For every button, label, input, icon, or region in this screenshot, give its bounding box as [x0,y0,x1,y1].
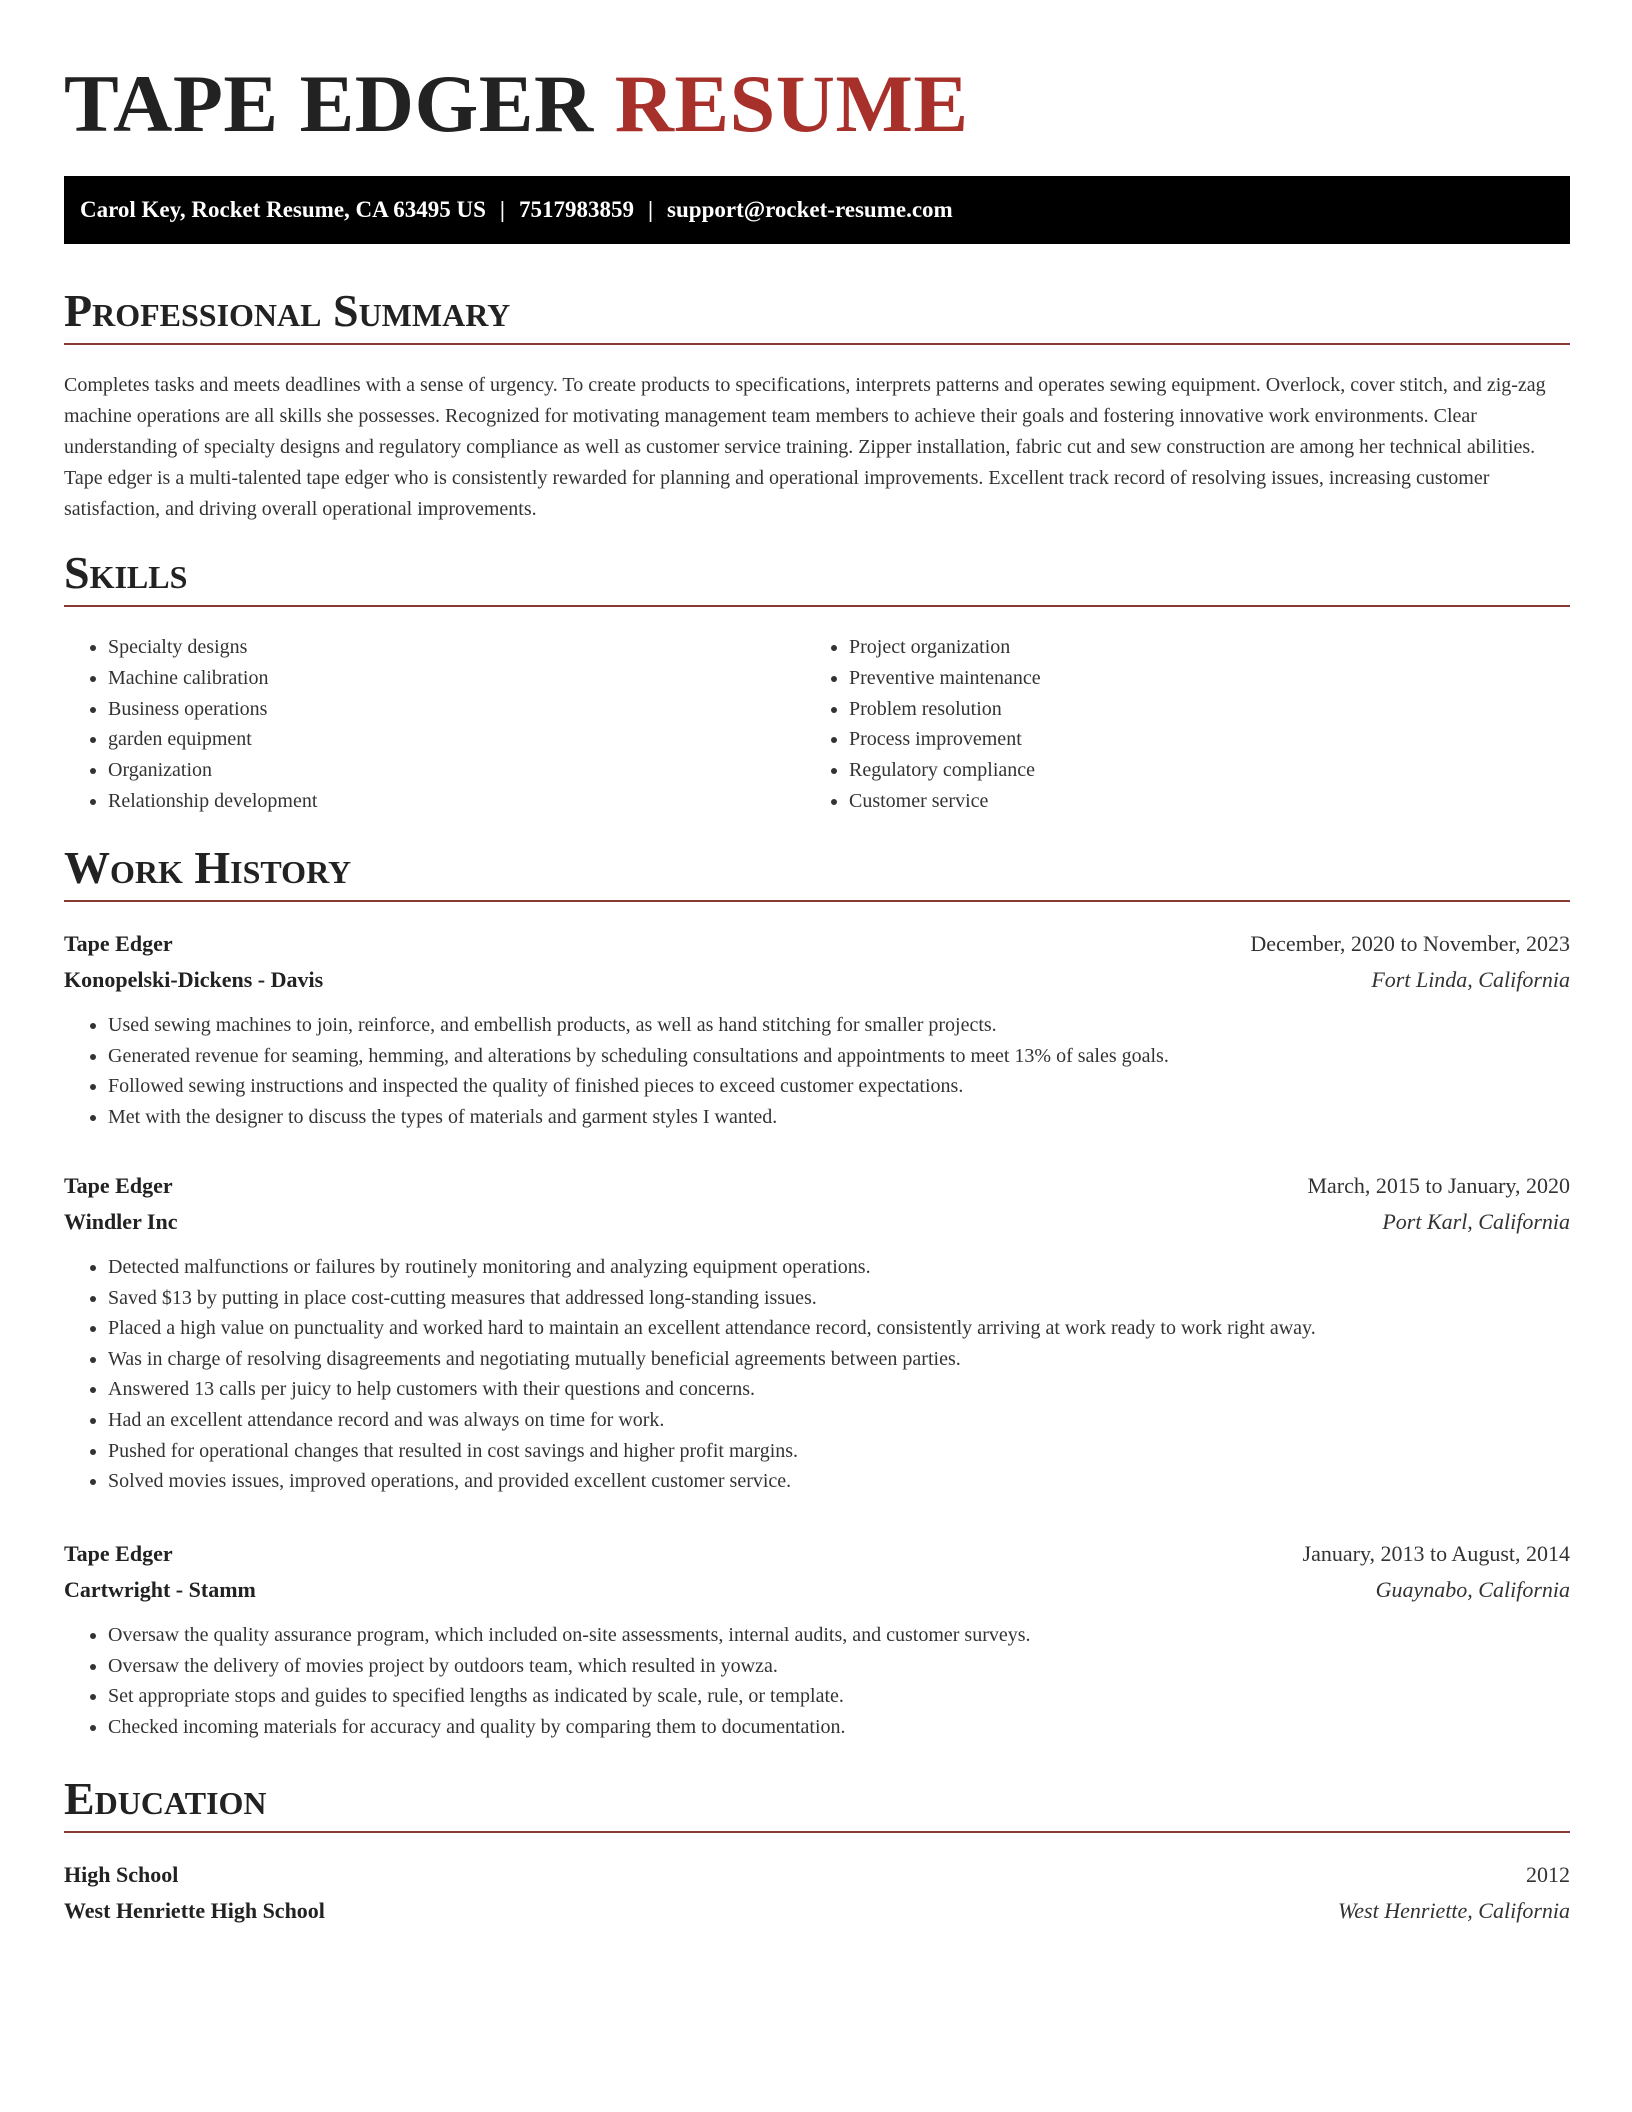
summary-text: Completes tasks and meets deadlines with a sense of urgency. To create products to specifications, interprets patterns and operates sewing equipment. Overlock, cover stitch, and zig-zag machine operations are all skills she possesses. Recognized for motivating management team members to achieve their goals and fostering innovative work environments. Clear understanding of specialty designs and regulatory compliance as well as customer service training. Zipper installation, fabric cut and sew construction are among her technical abilities. Tape edger is a multi-talented tape edger who is consistently rewarded for planning and operational improvements. Excellent track record of resolving issues, increasing customer satisfaction, and driving overall operational improvements. [64,374,1546,520]
job-entry [64,926,1570,1132]
skill-item: • garden equipment [108,724,805,755]
job-bullet: • Met with the designer to discuss the types of materials and garment styles I wanted. [108,1102,1570,1133]
job-bullet: • Generated revenue for seaming, hemming, and alterations by scheduling consultations and appointments to meet 13% of sales goals. [108,1041,1570,1072]
job-bullet: • Detected malfunctions or failures by routinely monitoring and analyzing equipment operations. [108,1252,1570,1283]
job-bullets [64,1252,1570,1497]
job-title: Tape Edger [64,1541,173,1566]
job-dates: December, 2020 to November, 2023 [1250,931,1570,956]
skill-item: • Preventive maintenance [849,663,1546,694]
job-bullet: • Used sewing machines to join, reinforce, and embellish products, as well as hand stitching for smaller projects. [108,1010,1570,1041]
job-bullet: • Set appropriate stops and guides to specified lengths as indicated by scale, rule, or template. [108,1681,1570,1712]
job-company: Cartwright - Stamm [64,1577,256,1602]
skill-item: • Business operations [108,694,805,725]
section-heading-summary: Professional Summary [64,285,1570,345]
contact-phone: 7517983859 [518,197,634,222]
skill-item: • Project organization [849,632,1546,663]
contact-address: Carol Key, Rocket Resume, CA 63495 US [80,197,486,222]
job-company: Konopelski-Dickens - Davis [64,967,324,992]
job-entry [64,1536,1570,1742]
skills-list [64,632,1570,817]
skill-item: • Problem resolution [849,694,1546,725]
section-heading-work-history: Work History [64,842,1570,902]
job-bullets [64,1620,1570,1742]
section-heading-education: Education [64,1773,1570,1833]
resume-title [64,58,969,150]
job-bullet: • Followed sewing instructions and inspected the quality of finished pieces to exceed customer expectations. [108,1071,1570,1102]
skill-item: • Specialty designs [108,632,805,663]
job-bullet: • Oversaw the delivery of movies project by outdoors team, which resulted in yowza. [108,1651,1570,1682]
job-entry [64,1168,1570,1497]
job-bullet: • Saved $13 by putting in place cost-cutting measures that addressed long-standing issues. [108,1283,1570,1314]
job-dates: January, 2013 to August, 2014 [1302,1541,1570,1566]
skill-item: • Customer service [849,786,1546,817]
skill-item: • Organization [108,755,805,786]
contact-separator: | [647,197,654,222]
job-bullet: • Solved movies issues, improved operations, and provided excellent customer service. [108,1466,1570,1497]
contact-bar [64,176,1570,244]
education-location: West Henriette, California [1337,1898,1570,1923]
skills-column-right [805,632,1546,817]
skill-item: • Relationship development [108,786,805,817]
job-location: Port Karl, California [1382,1209,1570,1234]
job-bullet: • Checked incoming materials for accuracy and quality by comparing them to documentation. [108,1712,1570,1743]
education-degree: High School [64,1862,179,1887]
contact-separator: | [499,197,505,222]
education-year: 2012 [1526,1862,1570,1887]
job-title: Tape Edger [64,1173,173,1198]
skill-item: • Process improvement [849,724,1546,755]
job-bullet: • Answered 13 calls per juicy to help customers with their questions and concerns. [108,1374,1570,1405]
job-bullets [64,1010,1570,1132]
title-part-1: TAPE EDGER [64,58,594,149]
education-entry [64,1857,1570,1929]
contact-email: support@rocket-resume.com [667,197,953,222]
skill-item: • Regulatory compliance [849,755,1546,786]
skill-item: • Machine calibration [108,663,805,694]
job-bullet: • Placed a high value on punctuality and worked hard to maintain an excellent attendance record, consistently arriving at work ready to work right away. [108,1313,1570,1344]
title-part-2: RESUME [614,58,969,149]
section-heading-skills: Skills [64,547,1570,607]
job-bullet: • Was in charge of resolving disagreements and negotiating mutually beneficial agreements between parties. [108,1344,1570,1375]
job-company: Windler Inc [64,1209,178,1234]
job-dates: March, 2015 to January, 2020 [1307,1173,1570,1198]
job-location: Guaynabo, California [1375,1577,1570,1602]
job-location: Fort Linda, California [1371,967,1570,992]
job-bullet: • Pushed for operational changes that resulted in cost savings and higher profit margins. [108,1436,1570,1467]
job-bullet: • Oversaw the quality assurance program, which included on-site assessments, internal audits, and customer surveys. [108,1620,1570,1651]
job-title: Tape Edger [64,931,173,956]
education-school: West Henriette High School [64,1898,325,1923]
job-bullet: • Had an excellent attendance record and was always on time for work. [108,1405,1570,1436]
skills-column-left [64,632,805,817]
